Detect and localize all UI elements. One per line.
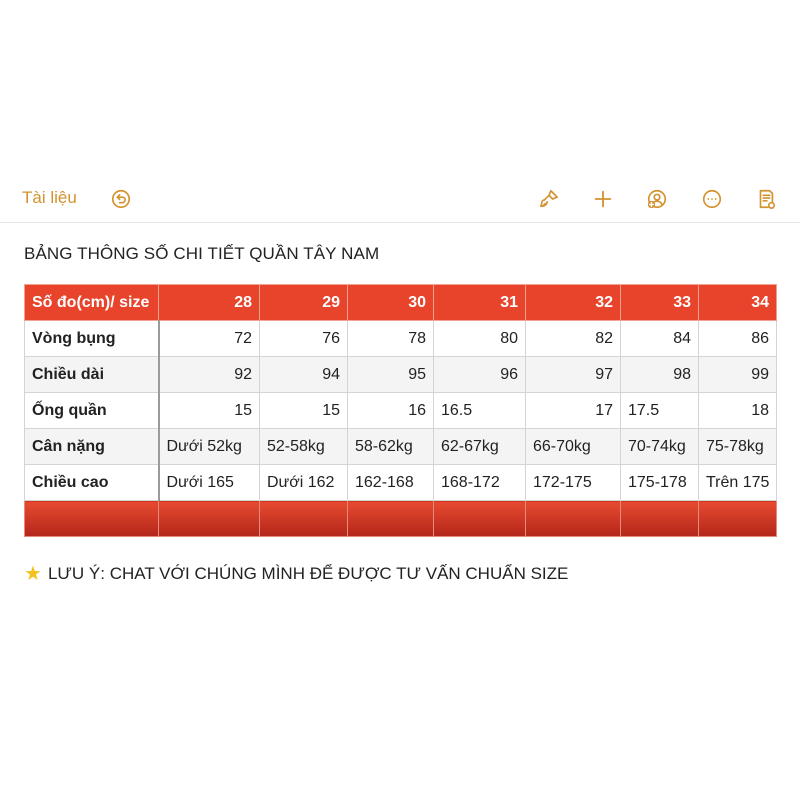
row-label: Vòng bụng bbox=[25, 321, 159, 357]
table-cell: 15 bbox=[260, 393, 348, 429]
star-icon: ★ bbox=[24, 563, 42, 585]
table-cell: Dưới 52kg bbox=[159, 429, 260, 465]
undo-icon[interactable] bbox=[108, 186, 134, 212]
row-label: Chiều dài bbox=[25, 357, 159, 393]
brush-icon[interactable] bbox=[536, 186, 562, 212]
footer-cell bbox=[25, 501, 159, 537]
footer-cell bbox=[434, 501, 526, 537]
table-cell: Trên 175 bbox=[699, 465, 777, 501]
note-line bbox=[24, 564, 568, 584]
document-info-icon[interactable] bbox=[753, 186, 779, 212]
header-cell: Số đo(cm)/ size bbox=[25, 285, 159, 321]
table-cell: 92 bbox=[159, 357, 260, 393]
table-cell: 66-70kg bbox=[526, 429, 621, 465]
table-cell: 168-172 bbox=[434, 465, 526, 501]
document-title: BẢNG THÔNG SỐ CHI TIẾT QUẦN TÂY NAM bbox=[24, 244, 380, 263]
table-cell: 70-74kg bbox=[621, 429, 699, 465]
size-table bbox=[24, 284, 777, 537]
table-cell: Dưới 162 bbox=[260, 465, 348, 501]
table-cell: 82 bbox=[526, 321, 621, 357]
table-cell: 76 bbox=[260, 321, 348, 357]
back-to-documents-link[interactable]: Tài liệu bbox=[22, 188, 77, 207]
footer-cell bbox=[621, 501, 699, 537]
row-label: Ống quần bbox=[25, 393, 159, 429]
table-cell: 175-178 bbox=[621, 465, 699, 501]
footer-cell bbox=[526, 501, 621, 537]
table-cell: 58-62kg bbox=[348, 429, 434, 465]
table-cell: 162-168 bbox=[348, 465, 434, 501]
table-cell: 99 bbox=[699, 357, 777, 393]
table-cell: 75-78kg bbox=[699, 429, 777, 465]
table-row bbox=[25, 393, 777, 429]
toolbar bbox=[0, 178, 800, 223]
table-row bbox=[25, 429, 777, 465]
table-cell: 72 bbox=[159, 321, 260, 357]
table-cell: 52-58kg bbox=[260, 429, 348, 465]
header-cell: 34 bbox=[699, 285, 777, 321]
footer-cell bbox=[699, 501, 777, 537]
header-cell: 28 bbox=[159, 285, 260, 321]
table-footer-row bbox=[25, 501, 777, 537]
collaborate-icon[interactable] bbox=[644, 186, 670, 212]
footer-cell bbox=[159, 501, 260, 537]
table-cell: 80 bbox=[434, 321, 526, 357]
table-cell: 62-67kg bbox=[434, 429, 526, 465]
table-cell: 15 bbox=[159, 393, 260, 429]
table-cell: 16.5 bbox=[434, 393, 526, 429]
table-cell: 17 bbox=[526, 393, 621, 429]
table-cell: 84 bbox=[621, 321, 699, 357]
header-cell: 32 bbox=[526, 285, 621, 321]
note-text: LƯU Ý: CHAT VỚI CHÚNG MÌNH ĐỂ ĐƯỢC TƯ VẤN CHUẨN SIZE bbox=[47, 564, 569, 583]
table-header-row bbox=[25, 285, 777, 321]
header-cell: 30 bbox=[348, 285, 434, 321]
table-cell: Dưới 165 bbox=[159, 465, 260, 501]
header-cell: 33 bbox=[621, 285, 699, 321]
table-cell: 96 bbox=[434, 357, 526, 393]
table-cell: 94 bbox=[260, 357, 348, 393]
table-cell: 78 bbox=[348, 321, 434, 357]
row-label: Cân nặng bbox=[25, 429, 159, 465]
table-cell: 18 bbox=[699, 393, 777, 429]
table-cell: 86 bbox=[699, 321, 777, 357]
footer-cell bbox=[348, 501, 434, 537]
table-cell: 98 bbox=[621, 357, 699, 393]
table-cell: 17.5 bbox=[621, 393, 699, 429]
table-row bbox=[25, 321, 777, 357]
row-label: Chiều cao bbox=[25, 465, 159, 501]
table-cell: 97 bbox=[526, 357, 621, 393]
plus-icon[interactable] bbox=[590, 186, 616, 212]
table-row bbox=[25, 465, 777, 501]
footer-cell bbox=[260, 501, 348, 537]
table-cell: 16 bbox=[348, 393, 434, 429]
table-cell: 95 bbox=[348, 357, 434, 393]
table-row bbox=[25, 357, 777, 393]
table-cell: 172-175 bbox=[526, 465, 621, 501]
more-icon[interactable] bbox=[699, 186, 725, 212]
header-cell: 31 bbox=[434, 285, 526, 321]
header-cell: 29 bbox=[260, 285, 348, 321]
